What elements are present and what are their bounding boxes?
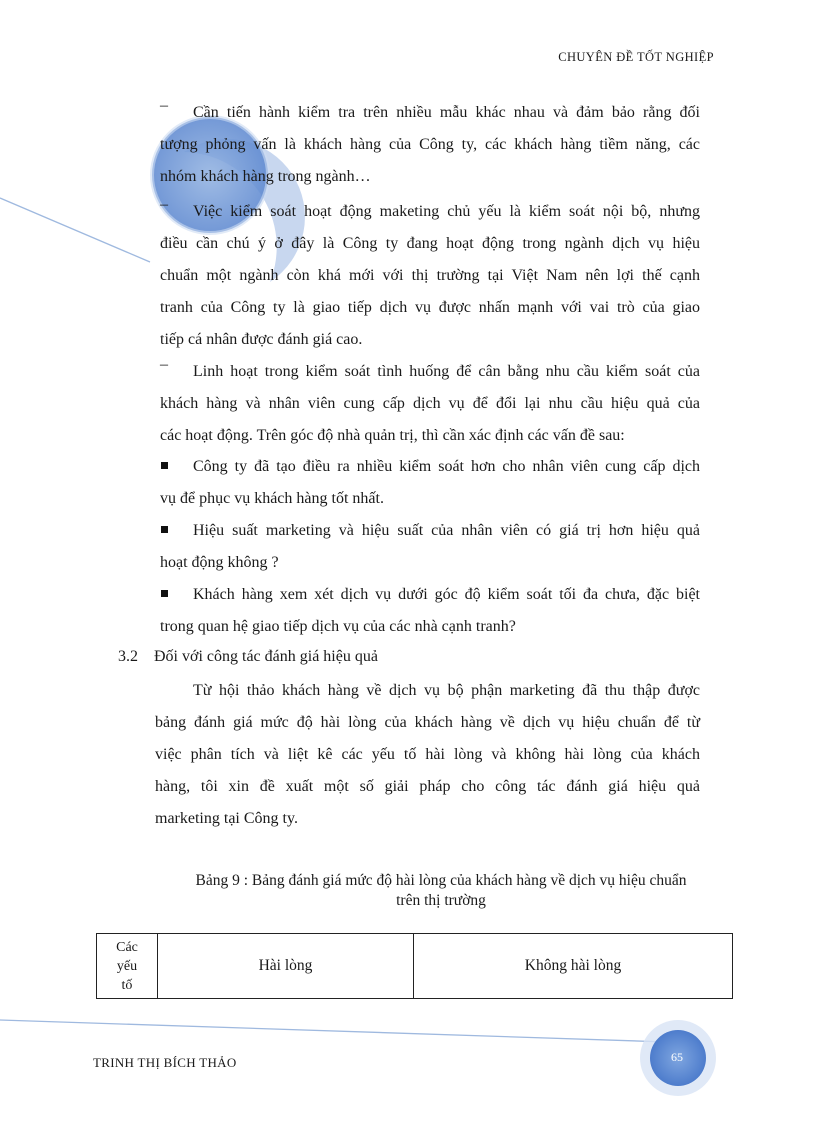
satisfaction-table <box>96 933 733 999</box>
paragraph-line: khách hàng và nhân viên cung cấp dịch vụ để đổi lại nhu cầu hiệu quả của <box>160 395 700 412</box>
bullet-marker <box>161 590 168 597</box>
section-heading <box>118 648 378 666</box>
bullet-line: hoạt động không ? <box>160 554 279 571</box>
paragraph-line: chuẩn một ngành còn khá mới với thị trường tại Việt Nam nên lợi thế cạnh <box>160 267 700 284</box>
dash-marker: – <box>160 356 168 373</box>
table-caption <box>160 871 722 911</box>
paragraph-line: bảng đánh giá mức độ hài lòng của khách hàng về dịch vụ hiệu chuẩn để từ <box>155 714 700 731</box>
paragraph-line: tranh của Công ty là giao tiếp dịch vụ được nhấn mạnh với vai trò của giao <box>160 299 700 316</box>
section-number: 3.2 <box>118 648 138 665</box>
dash-marker: – <box>160 196 168 213</box>
paragraph-line: marketing tại Công ty. <box>155 810 298 827</box>
bullet-marker <box>161 462 168 469</box>
section-title: Đối với công tác đánh giá hiệu quả <box>154 648 378 665</box>
paragraph-line: các hoạt động. Trên góc độ nhà quản trị, thì cần xác định các vấn đề sau: <box>160 427 625 444</box>
bullet-line: vụ để phục vụ khách hàng tốt nhất. <box>160 490 384 507</box>
bullet-line: Hiệu suất marketing và hiệu suất của nhân viên có giá trị hơn hiệu quả <box>193 522 700 539</box>
caption-line: Bảng 9 : Bảng đánh giá mức độ hài lòng của khách hàng về dịch vụ hiệu chuẩn <box>195 872 687 889</box>
table-header-row <box>97 934 733 999</box>
paragraph-line: Việc kiểm soát hoạt động maketing chủ yếu là kiểm soát nội bộ, nhưng <box>193 203 700 220</box>
top-line-decoration <box>0 198 150 262</box>
header-cell-satisfied: Hài lòng <box>158 934 414 999</box>
header-cell-unsatisfied: Không hài lòng <box>414 934 733 999</box>
bottom-line-decoration <box>0 1020 668 1042</box>
bullet-line: Khách hàng xem xét dịch vụ dưới góc độ kiểm soát tối đa chưa, đặc biệt <box>193 586 700 603</box>
paragraph-line: tượng phỏng vấn là khách hàng của Công ty, các khách hàng tiềm năng, các <box>160 136 700 153</box>
bullet-line: trong quan hệ giao tiếp dịch vụ của các nhà cạnh tranh? <box>160 618 516 635</box>
paragraph-line: điều cần chú ý ở đây là Công ty đang hoạt động trong ngành dịch vụ hiệu <box>160 235 700 252</box>
paragraph-line: Từ hội thảo khách hàng về dịch vụ bộ phận marketing đã thu thập được <box>193 682 700 699</box>
header-title: CHUYÊN ĐỀ TỐT NGHIỆP <box>558 50 714 64</box>
footer-author: TRINH THỊ BÍCH THẢO <box>93 1055 237 1070</box>
bullet-marker <box>161 526 168 533</box>
paragraph-line: Linh hoạt trong kiểm soát tình huống để cân bằng nhu cầu kiểm soát của <box>193 363 700 380</box>
paragraph-line: tiếp cá nhân được đánh giá cao. <box>160 331 363 348</box>
dash-marker: – <box>160 97 168 114</box>
paragraph-line: Cần tiến hành kiểm tra trên nhiều mẫu khác nhau và đảm bảo rằng đối <box>193 104 700 121</box>
page-number: 65 <box>671 1050 683 1064</box>
header-cell-factors: Các yếu tố <box>97 934 158 999</box>
paragraph-line: việc phân tích và liệt kê các yếu tố hài lòng và không hài lòng của khách <box>155 746 700 763</box>
caption-line: trên thị trường <box>396 892 486 909</box>
paragraph-line: hàng, tôi xin đề xuất một số giải pháp cho công tác đánh giá hiệu quả <box>155 778 700 795</box>
paragraph-line: nhóm khách hàng trong ngành… <box>160 168 371 185</box>
bullet-line: Công ty đã tạo điều ra nhiều kiểm soát hơn cho nhân viên cung cấp dịch <box>193 458 700 475</box>
